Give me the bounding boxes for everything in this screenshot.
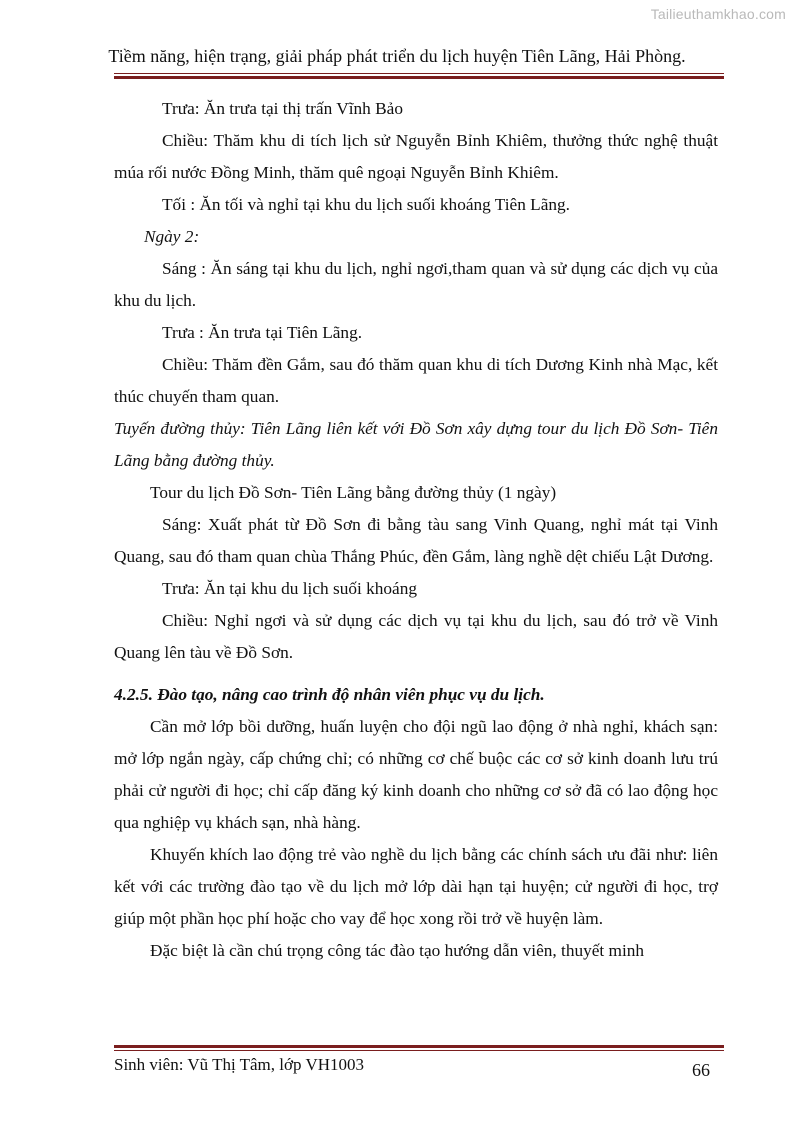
paragraph-lunch-day2: Trưa : Ăn trưa tại Tiên Lãng. <box>162 323 363 342</box>
footer-rule-thin <box>114 1050 724 1051</box>
footer-rule-thick <box>114 1045 724 1048</box>
paragraph-tour-morning: Sáng: Xuất phát từ Đồ Sơn đi bằng tàu sang Vinh Quang, nghỉ mát tại Vinh Quang, sau đó tham quan chùa Thắng Phúc, đền Gắm, làng nghề dệt chiếu Lật Dương. <box>114 515 718 566</box>
paragraph-evening-day1: Tối : Ăn tối và nghỉ tại khu du lịch suối khoáng Tiên Lãng. <box>162 195 571 214</box>
header-rule-thick <box>114 76 724 79</box>
page-number: 66 <box>692 1060 710 1080</box>
paragraph-afternoon-day2: Chiều: Thăm đền Gắm, sau đó thăm quan khu di tích Dương Kinh nhà Mạc, kết thúc chuyến tham quan. <box>114 355 718 406</box>
paragraph-tour-guides: Đặc biệt là cần chú trọng công tác đào tạo hướng dẫn viên, thuyết minh <box>150 941 645 960</box>
paragraph-tour-afternoon: Chiều: Nghỉ ngơi và sử dụng các dịch vụ tại khu du lịch, sau đó trở về Vinh Quang lên tàu về Đồ Sơn. <box>114 611 718 662</box>
paragraph-afternoon-day1: Chiều: Thăm khu di tích lịch sử Nguyễn Bỉnh Khiêm, thưởng thức nghệ thuật múa rối nước Đồng Minh, thăm quê ngoại Nguyễn Bỉnh Khiêm. <box>114 131 718 182</box>
footer-student: Sinh viên: Vũ Thị Tâm, lớp VH1003 <box>114 1055 364 1074</box>
paragraph-training-courses: Cần mở lớp bồi dưỡng, huấn luyện cho đội ngũ lao động ở nhà nghỉ, khách sạn: mở lớp ngắn ngày, cấp chứng chỉ; có những cơ chế buộc các cơ sở kinh doanh lưu trú phải cử người đi học; chỉ cấp đăng ký kinh doanh cho những cơ sở đã có lao động học qua nghiệp vụ khách sạn, nhà hàng. <box>114 717 718 832</box>
header-rule-thin <box>114 73 724 74</box>
paragraph-encourage-youth: Khuyến khích lao động trẻ vào nghề du lịch bằng các chính sách ưu đãi như: liên kết với các trường đào tạo về du lịch mở lớp dài hạn tại huyện; cử người đi học, trợ giúp một phần học phí hoặc cho vay để học xong rồi trở về huyện làm. <box>114 845 718 928</box>
section-heading-4-2-5: 4.2.5. Đào tạo, nâng cao trình độ nhân viên phục vụ du lịch. <box>114 685 545 704</box>
watermark: Tailieuthamkhao.com <box>650 6 786 22</box>
header-title: Tiềm năng, hiện trạng, giải pháp phát triển du lịch huyện Tiên Lãng, Hải Phòng. <box>108 46 686 66</box>
paragraph-tour-title: Tour du lịch Đồ Sơn- Tiên Lãng bằng đường thủy (1 ngày) <box>150 483 557 502</box>
paragraph-tour-lunch: Trưa: Ăn tại khu du lịch suối khoáng <box>162 579 417 598</box>
paragraph-waterway-route: Tuyến đường thủy: Tiên Lãng liên kết với Đồ Sơn xây dựng tour du lịch Đồ Sơn- Tiên Lãng bằng đường thủy. <box>114 419 718 470</box>
paragraph-day2-label: Ngày 2: <box>144 227 200 246</box>
page-body <box>114 93 718 967</box>
paragraph-morning-day2: Sáng : Ăn sáng tại khu du lịch, nghỉ ngơi,tham quan và sử dụng các dịch vụ của khu du lịch. <box>114 259 718 310</box>
paragraph-lunch-day1: Trưa: Ăn trưa tại thị trấn Vĩnh Bảo <box>162 99 403 118</box>
